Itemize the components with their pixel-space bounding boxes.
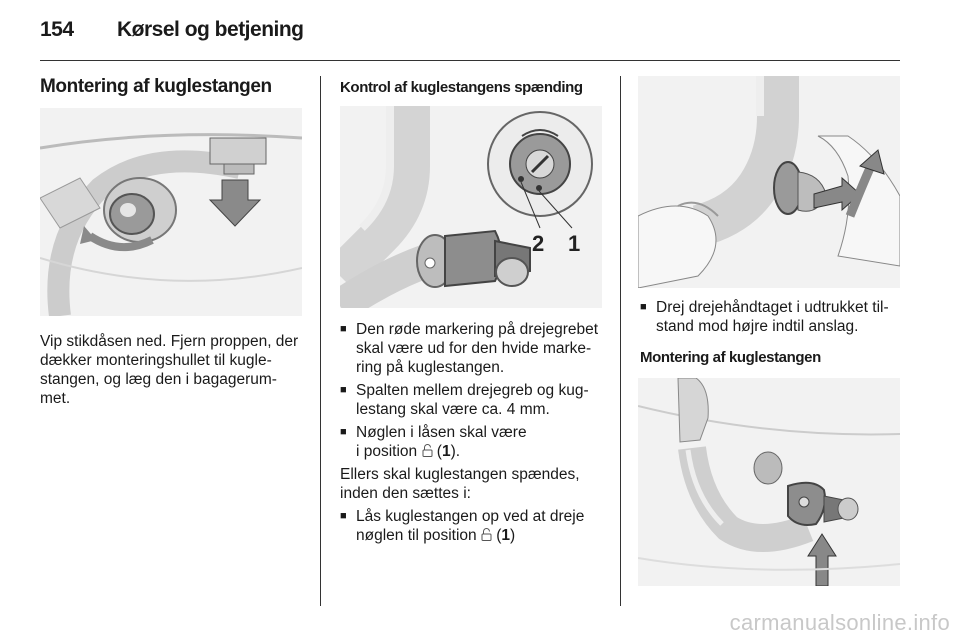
bullet-mark: ■	[640, 301, 647, 313]
figure-ball-bar-knob	[340, 106, 602, 308]
bullet-mark: ■	[340, 510, 347, 522]
list-item	[340, 507, 615, 545]
list-item-text: (	[491, 527, 502, 544]
list-item-text: )	[510, 527, 516, 544]
list-item-line: ring på kuglestangen.	[356, 359, 505, 376]
column-divider-right	[620, 76, 621, 606]
list-item-line	[356, 526, 615, 545]
paragraph-tilt-socket	[40, 332, 312, 408]
list-item-line: lestang skal være ca. 4 mm.	[356, 401, 550, 418]
paragraph-otherwise	[340, 465, 615, 503]
page-number: 154	[40, 18, 74, 41]
list-item-line: Lås kuglestangen op ved at dreje	[356, 508, 585, 525]
watermark: carmanualsonline.info	[729, 610, 950, 635]
paragraph-line: dækker monteringshullet til kugle-	[40, 352, 272, 369]
list-item-text: ).	[450, 443, 461, 460]
bullet-list-checks	[340, 320, 615, 545]
bullet-mark: ■	[340, 323, 347, 335]
list-item	[340, 381, 615, 419]
paragraph-line: Vip stikdåsen ned. Fjern proppen, der	[40, 333, 299, 350]
list-item-line: skal være ud for den hvide marke-	[356, 340, 592, 357]
section-heading-mounting: Montering af kuglestangen	[40, 76, 272, 97]
figure-label-2: 2	[532, 231, 545, 256]
list-item	[340, 320, 615, 377]
list-item	[340, 423, 615, 461]
list-item-line: Spalten mellem drejegreb og kug-	[356, 382, 589, 399]
paragraph-line: inden den sættes i:	[340, 485, 471, 502]
chapter-title: Kørsel og betjening	[117, 18, 304, 41]
list-item	[640, 298, 902, 336]
column-divider-left	[320, 76, 321, 606]
list-item-line: Nøglen i låsen skal være	[356, 424, 527, 441]
figure-insert-ball-bar	[638, 378, 900, 586]
paragraph-line: Ellers skal kuglestangen spændes,	[340, 466, 580, 483]
section-heading-mounting-2: Montering af kuglestangen	[640, 349, 821, 366]
padlock-open-icon	[481, 528, 492, 541]
bullet-mark: ■	[340, 384, 347, 396]
header-divider	[40, 60, 900, 61]
list-item-line: Drej drejehåndtaget i udtrukket til-	[656, 299, 889, 316]
bullet-mark: ■	[340, 426, 347, 438]
list-item-line	[356, 442, 615, 461]
bullet-list-handle	[640, 298, 902, 336]
list-item-text: i position	[356, 443, 418, 460]
list-item-line: stand mod højre indtil anslag.	[656, 318, 859, 335]
figure-turn-handle	[638, 76, 900, 288]
section-heading-tension-check: Kontrol af kuglestangens spænding	[340, 79, 583, 96]
paragraph-line: met.	[40, 390, 71, 407]
list-item-line: Den røde markering på drejegrebet	[356, 321, 599, 338]
position-number: 1	[441, 443, 451, 460]
figure-label-1: 1	[568, 231, 581, 256]
list-item-text: (	[432, 443, 442, 460]
position-number: 1	[501, 527, 511, 544]
figure-socket-cap	[40, 108, 302, 316]
list-item-text: nøglen til position	[356, 527, 477, 544]
padlock-open-icon	[422, 444, 433, 457]
paragraph-line: stangen, og læg den i bagagerum-	[40, 371, 277, 388]
